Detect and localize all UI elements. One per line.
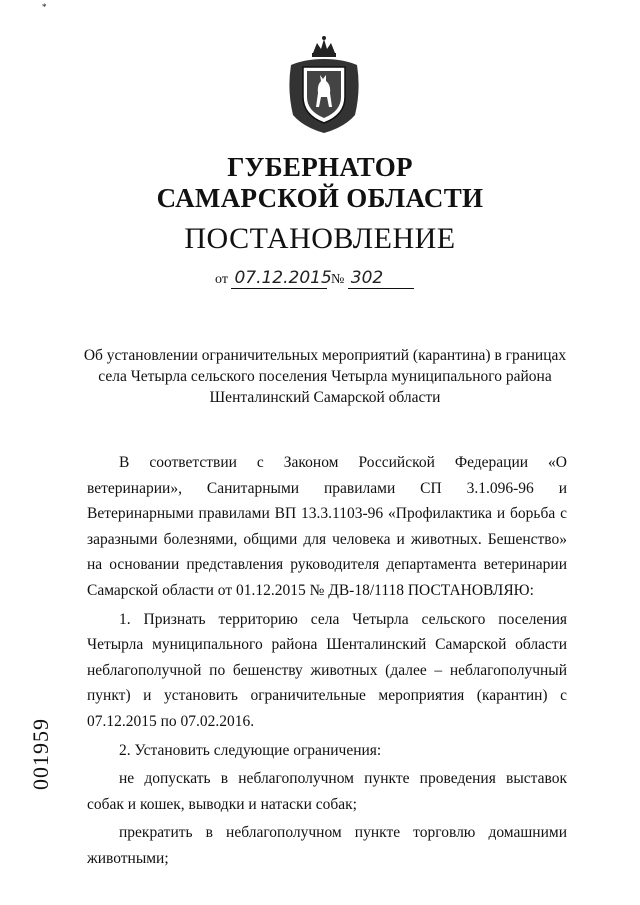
clause-paragraph: 2. Установить следующие ограничения: <box>119 741 382 759</box>
clause-paragraph: 1. Признать территорию села Четырла сельского поселения Четырла муниципального района Шенталинский Самарской области неблагополучной по бешенству животных (далее – неблагополучный пункт) и установить ограничительные мероприятия (карантин) с 07.12.2015 по 07.02.2016. <box>87 610 567 730</box>
restriction-paragraph: не допускать в неблагополучном пункте проведения выставок собак и кошек, выводки и натаски собак; <box>87 770 567 813</box>
coat-of-arms-emblem <box>283 35 365 135</box>
issuer-title-line2: САМАРСКОЙ ОБЛАСТИ <box>156 183 484 213</box>
handwritten-number: 302 <box>348 268 414 289</box>
date-label: от <box>215 272 228 287</box>
handwritten-date: 07.12.2015 <box>231 268 327 289</box>
decree-body <box>87 450 567 875</box>
date-number-line <box>215 268 414 289</box>
issuer-title-line1: ГУБЕРНАТОР <box>227 152 413 182</box>
restriction-paragraph: прекратить в неблагополучном пункте торговлю домашними животными; <box>87 824 567 867</box>
decree-subject: Об установлении ограничительных мероприятий (карантина) в границах села Четырла сельского поселения Четырла муниципального района Шенталинский Самарской области <box>83 347 567 406</box>
document-type-title: ПОСТАНОВЛЕНИЕ <box>184 222 456 255</box>
number-label: № <box>330 272 345 287</box>
scan-mark: * <box>42 2 47 12</box>
archive-number: 001959 <box>28 718 53 790</box>
preamble-paragraph: В соответствии с Законом Российской Федерации «О ветеринарии», Санитарными правилами СП 3.1.096-96 и Ветеринарными правилами ВП 13.3.1103-96 «Профилактика и борьба с заразными болезнями, общими для человека и животных. Бешенство» на основании представления руководителя департамента ветеринарии Самарской области от 01.12.2015 № ДВ-18/1118 ПОСТАНОВЛЯЮ: <box>87 454 567 599</box>
